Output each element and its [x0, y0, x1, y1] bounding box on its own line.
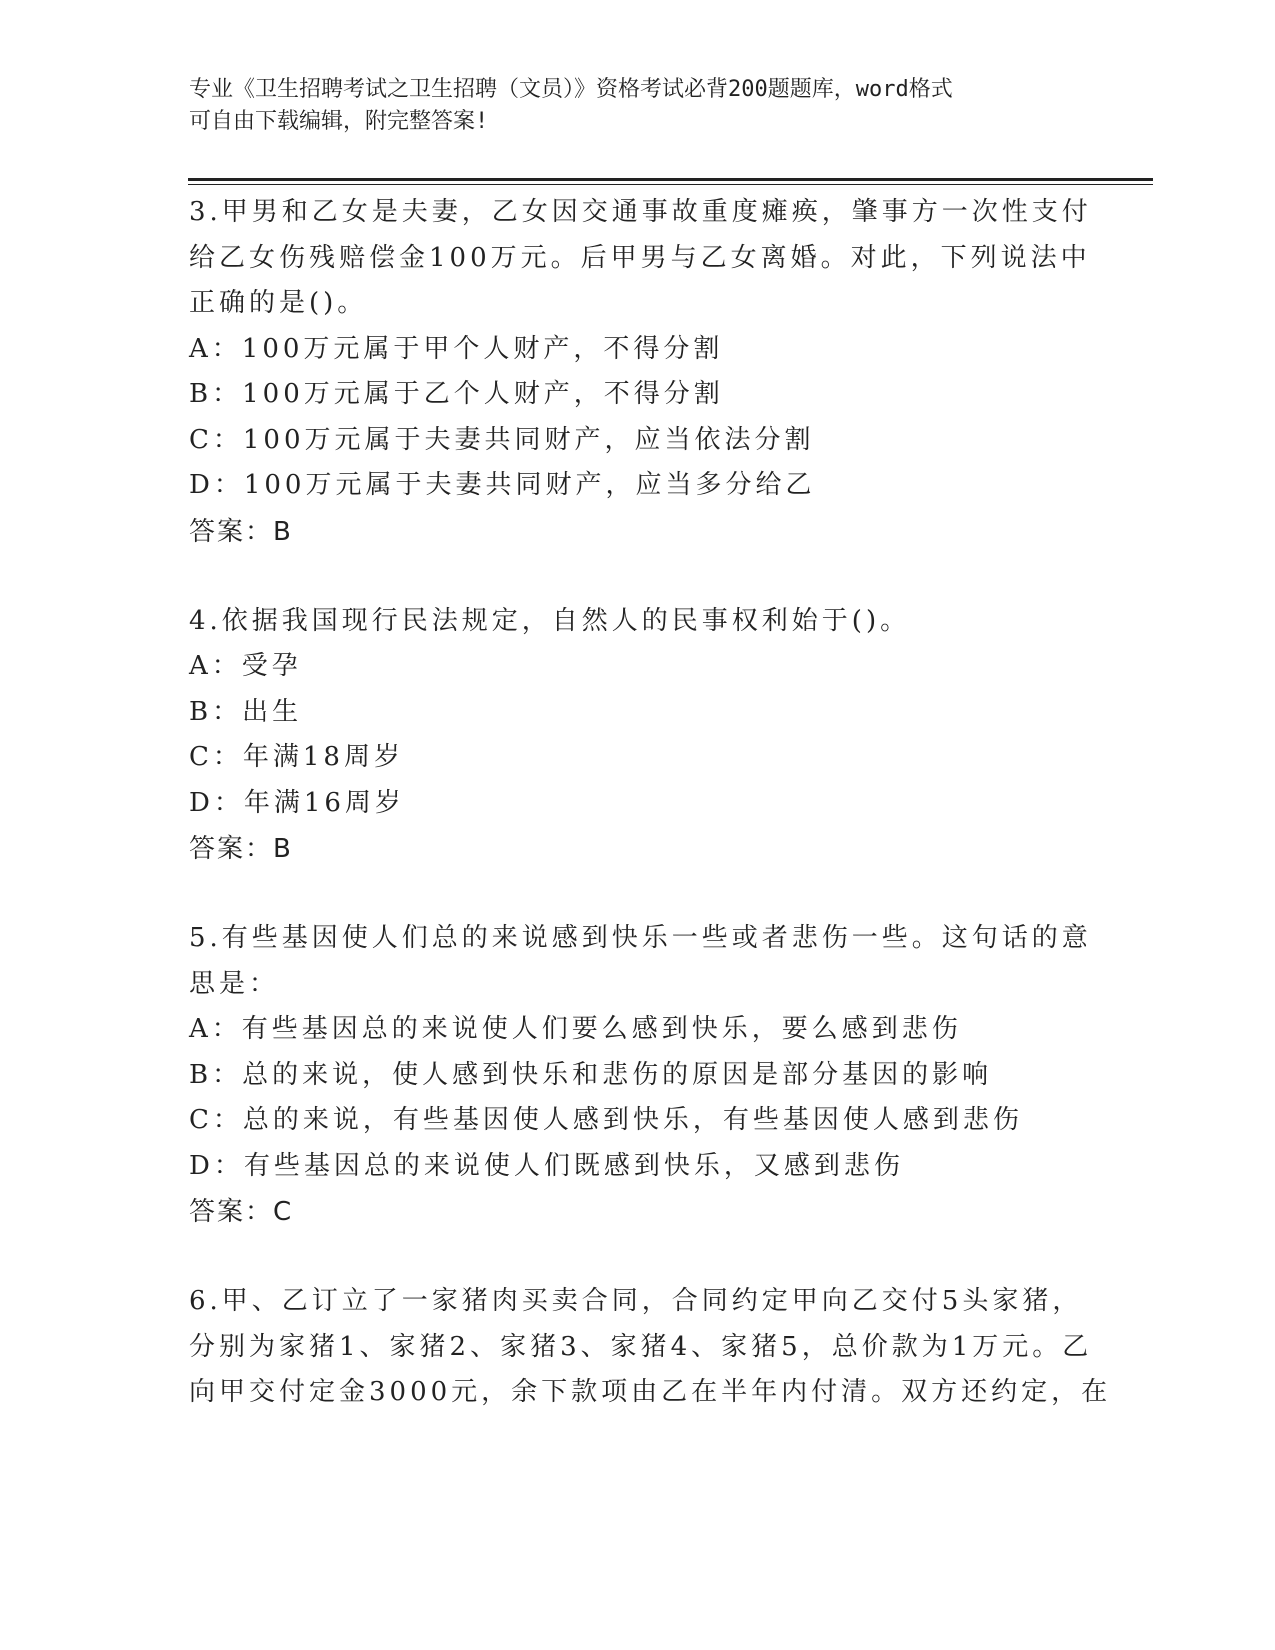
option-b: B：总的来说，使人感到快乐和悲伤的原因是部分基因的影响 [189, 1059, 993, 1090]
question-3 [189, 190, 1092, 555]
question-stem-line: 分别为家猪1、家猪2、家猪3、家猪4、家猪5，总价款为1万元。乙 [189, 1331, 1093, 1362]
question-list [189, 190, 1112, 1416]
question-6 [189, 1279, 1112, 1416]
question-stem-line: 5.有些基因使人们总的来说感到快乐一些或者悲伤一些。这句话的意 [189, 923, 1092, 953]
question-stem-line: 思是： [189, 968, 280, 999]
option-a: A：受孕 [189, 651, 302, 681]
header-rule-thick [188, 178, 1153, 181]
option-d: D：年满16周岁 [189, 787, 405, 818]
question-spacer [189, 555, 1089, 599]
question-stem-line: 正确的是()。 [189, 288, 368, 318]
question-stem-line: 4.依据我国现行民法规定，自然人的民事权利始于()。 [189, 605, 911, 636]
option-b: B：出生 [189, 696, 303, 727]
question-4 [189, 599, 1089, 873]
header-rule-thin [188, 184, 1153, 185]
question-stem-line: 给乙女伤残赔偿金100万元。后甲男与乙女离婚。对此，下列说法中 [189, 242, 1091, 273]
question-5 [189, 916, 1092, 1235]
option-c: C：年满18周岁 [189, 742, 404, 772]
option-a: A：100万元属于甲个人财产，不得分割 [189, 333, 724, 364]
header-line-1: 专业《卫生招聘考试之卫生招聘（文员）》资格考试必背200题题库，word格式 [189, 77, 953, 102]
option-d: D：100万元属于夫妻共同财产，应当多分给乙 [189, 470, 816, 500]
answer-line: 答案：B [189, 516, 293, 547]
answer-line: 答案：C [189, 1197, 294, 1227]
option-b: B：100万元属于乙个人财产，不得分割 [189, 379, 724, 409]
question-stem-line: 6.甲、乙订立了一家猪肉买卖合同，合同约定甲向乙交付5头家猪， [189, 1286, 1083, 1316]
option-c: C：100万元属于夫妻共同财产，应当依法分割 [189, 424, 815, 455]
question-spacer [189, 1235, 1089, 1279]
answer-line: 答案：B [189, 834, 293, 864]
document-header [189, 74, 1089, 138]
question-spacer [189, 872, 1089, 916]
option-c: C：总的来说，有些基因使人感到快乐，有些基因使人感到悲伤 [189, 1105, 1023, 1135]
header-line-2: 可自由下载编辑，附完整答案! [189, 109, 489, 134]
question-stem-line: 3.甲男和乙女是夫妻，乙女因交通事故重度瘫痪，肇事方一次性支付 [189, 197, 1092, 227]
option-d: D：有些基因总的来说使人们既感到快乐，又感到悲伤 [189, 1150, 904, 1181]
question-stem-line: 向甲交付定金3000元，余下款项由乙在半年内付清。双方还约定，在 [189, 1377, 1112, 1407]
option-a: A：有些基因总的来说使人们要么感到快乐，要么感到悲伤 [189, 1014, 962, 1044]
